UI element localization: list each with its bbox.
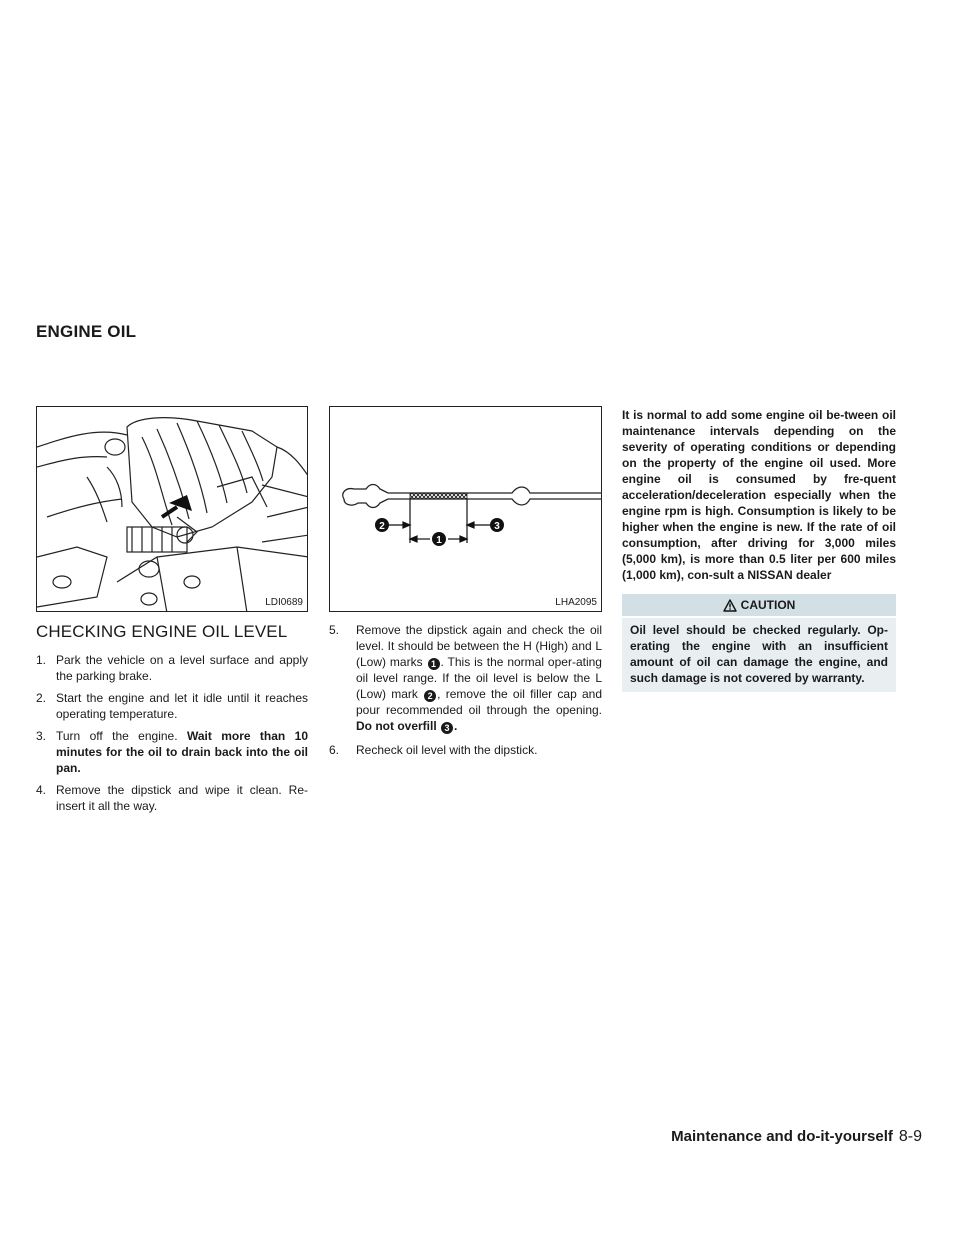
dipstick-figure: [329, 406, 602, 612]
steps-middle: [329, 622, 602, 764]
oil-consumption-note: It is normal to add some engine oil be-tween oil maintenance intervals depending on the severity of operating conditions or depending on the property of the engine oil used. More engine oil is consumed by fre-quent acceleration/deceleration especially when the engine rpm is high. Consumption is likely to be higher when the engine is new. If the rate of oil consumption, after driving for 3,000 miles (5,000 km), is more than 0.5 liter per 600 miles (1,000 km), con-sult a NISSAN dealer: [622, 408, 896, 582]
section-title: ENGINE OIL: [36, 322, 137, 341]
figure-code: LDI0689: [265, 597, 303, 608]
steps-left: [36, 652, 308, 820]
warning-icon: [723, 599, 737, 612]
step-item: 6. Recheck oil level with the dipstick.: [329, 743, 538, 757]
step-item: 3. Turn off the engine. Wait more than 10 minutes for the oil to drain back into the oil pan.: [36, 729, 308, 775]
figure-code: LHA2095: [555, 597, 597, 608]
callout-3: 3: [494, 521, 500, 532]
callout-3-marker: 3: [441, 722, 453, 734]
caution-text: Oil level should be checked regularly. Op-erating the engine with an insufficient amount of oil can damage the engine, and such damage is not covered by warranty.: [622, 618, 896, 692]
page-number: 8-9: [898, 1128, 922, 1145]
callout-1-marker: 1: [428, 658, 440, 670]
step-item: 2. Start the engine and let it idle until it reaches operating temperature.: [36, 691, 308, 721]
engine-figure: [36, 406, 308, 612]
step-item: 4. Remove the dipstick and wipe it clean. Re-insert it all the way.: [36, 783, 308, 813]
callout-2: 2: [379, 521, 385, 532]
caution-box: [622, 594, 896, 692]
engine-illustration: [37, 407, 308, 612]
step-item: 5. Remove the dipstick again and check the oil level. It should be between the H (High) and L (Low) marks 1 . This is the normal oper-ating oil level range. If the oil level is below the L (Low) mark 2 , remove the oil filler cap and pour recommended oil through the opening. Do not overfill 3 .: [329, 623, 602, 733]
step-item: 1. Park the vehicle on a level surface and apply the parking brake.: [36, 653, 308, 683]
procedure-heading: CHECKING ENGINE OIL LEVEL: [36, 622, 288, 641]
callout-2-marker: 2: [424, 690, 436, 702]
dipstick-illustration: [330, 407, 602, 612]
footer-section: Maintenance and do-it-yourself: [671, 1128, 893, 1145]
caution-label: CAUTION: [740, 598, 796, 612]
callout-1: 1: [436, 535, 442, 546]
page-footer: [671, 1128, 922, 1146]
caution-header: [622, 594, 896, 616]
